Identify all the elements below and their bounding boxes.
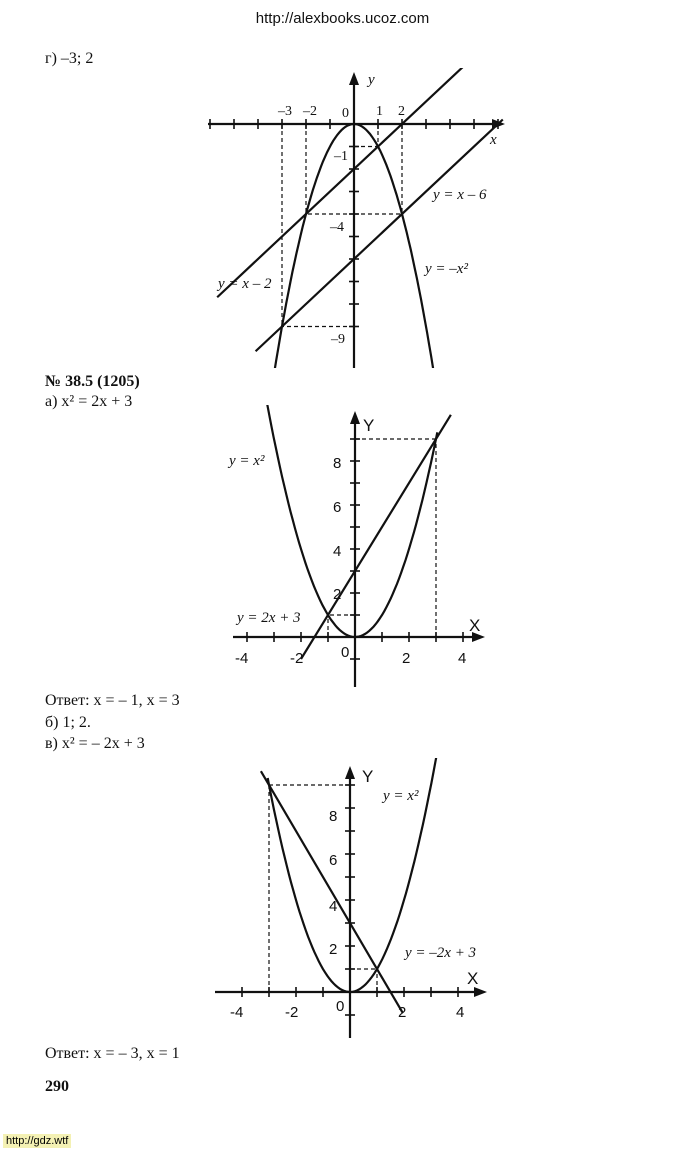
x-tick-label: 4 (458, 650, 467, 667)
x-axis-label: X (467, 969, 479, 988)
y-tick-label: 8 (329, 808, 338, 825)
y-axis-label: Y (363, 416, 375, 435)
graph-g-axes (208, 72, 505, 368)
graph-a (225, 405, 495, 690)
x-tick-label: -4 (235, 650, 249, 667)
part-v-answer: Ответ: x = – 3, x = 1 (45, 1045, 180, 1062)
y-axis-arrow (345, 766, 355, 779)
x-tick-label: 2 (398, 104, 405, 119)
y-tick-label: –9 (331, 332, 345, 347)
graph-v-axes (215, 766, 487, 1038)
part-v-equation: в) x² = – 2x + 3 (45, 735, 145, 752)
x-tick-label: –3 (278, 104, 292, 119)
legend-x-minus-6: y = x – 6 (433, 187, 487, 203)
graph-v (205, 758, 505, 1043)
legend-x-minus-2: y = x – 2 (218, 276, 272, 292)
x-tick-label: 2 (398, 1004, 407, 1021)
legend-2x-plus-3: y = 2x + 3 (237, 610, 301, 626)
x-tick-label: 0 (341, 644, 350, 661)
part-g-answer: г) –3; 2 (45, 50, 94, 67)
footer-link[interactable]: http://gdz.wtf (3, 1134, 71, 1148)
line-x-minus-6 (256, 120, 503, 352)
y-tick-label: 2 (329, 941, 338, 958)
x-axis-label: x (490, 132, 497, 148)
y-tick-label: 6 (329, 852, 338, 869)
y-tick-label: –4 (330, 220, 344, 235)
x-tick-label: -2 (285, 1004, 299, 1021)
y-axis-label: Y (362, 767, 374, 786)
legend-neg-x-squared: y = –x² (425, 261, 468, 277)
part-a-answer: Ответ: x = – 1, x = 3 (45, 692, 180, 709)
x-tick-label: 1 (376, 104, 383, 119)
y-tick-label: 4 (329, 898, 338, 915)
x-tick-label: 0 (342, 106, 349, 121)
legend-neg-2x-plus-3: y = –2x + 3 (405, 945, 477, 961)
header-url: http://alexbooks.ucoz.com (255, 10, 430, 27)
legend-x-squared: y = x² (229, 453, 265, 469)
y-axis-arrow (349, 72, 359, 85)
x-tick-label: -4 (230, 1004, 244, 1021)
x-tick-label: 4 (456, 1004, 465, 1021)
x-axis-label: X (469, 616, 481, 635)
y-tick-label: 8 (333, 455, 342, 472)
page-number: 290 (45, 1078, 69, 1095)
y-tick-label: 4 (333, 543, 342, 560)
y-tick-label: 2 (333, 586, 342, 603)
x-tick-label: 2 (402, 650, 411, 667)
x-tick-label: –2 (303, 104, 317, 119)
legend-x-squared: y = x² (383, 788, 419, 804)
problem-number: № 38.5 (1205) (45, 373, 140, 390)
graph-g (200, 68, 520, 368)
y-tick-label: –1 (334, 149, 348, 164)
x-axis-arrow (474, 987, 487, 997)
x-tick-label: -2 (290, 650, 304, 667)
parabola-neg-x-squared (270, 124, 433, 368)
y-axis-arrow (350, 411, 360, 424)
x-tick-label: 0 (336, 998, 345, 1015)
part-b-answer: б) 1; 2. (45, 714, 91, 731)
y-tick-label: 6 (333, 499, 342, 516)
y-axis-label: y (368, 72, 375, 88)
part-a-equation: а) x² = 2x + 3 (45, 393, 133, 410)
